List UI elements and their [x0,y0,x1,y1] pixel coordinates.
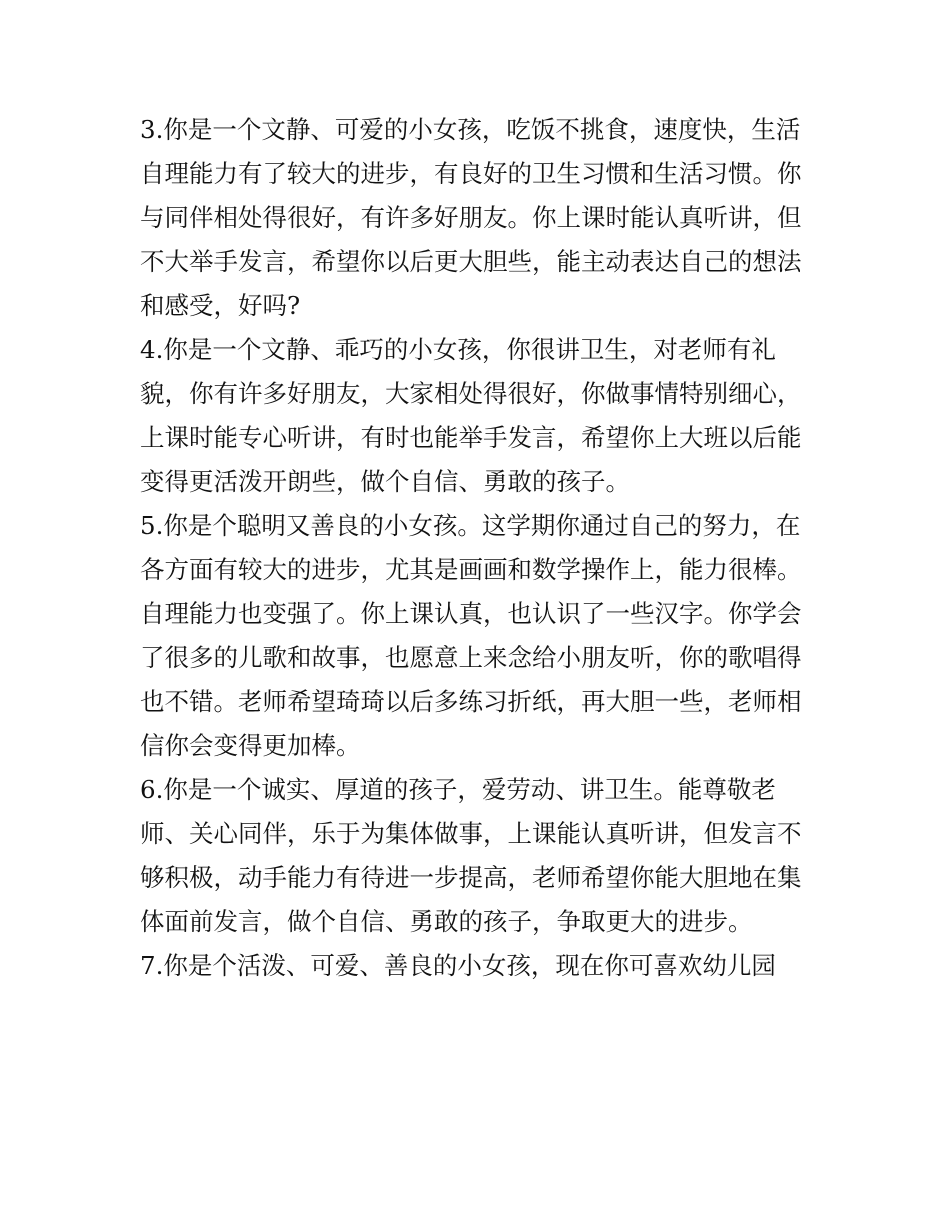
paragraph-6 [140,768,820,944]
text-line: 6.你是一个诚实、厚道的孩子，爱劳动、讲卫生。能尊敬老 [140,775,776,804]
paragraph-5 [140,504,820,768]
text-line: 7.你是个活泼、可爱、善良的小女孩，现在你可喜欢幼儿园 [140,951,776,980]
text-line: 与同伴相处得很好，有许多好朋友。你上课时能认真听讲，但 [140,203,802,232]
text-line: 和感受，好吗? [140,291,301,320]
text-line: 信你会变得更加棒。 [140,731,361,760]
text-line: 自理能力也变强了。你上课认真，也认识了一些汉字。你学会 [140,599,802,628]
text-line: 也不错。老师希望琦琦以后多练习折纸，再大胆一些，老师相 [140,687,802,716]
paragraph-3 [140,108,820,328]
text-line: 5.你是个聪明又善良的小女孩。这学期你通过自己的努力，在 [140,511,801,540]
text-line: 了很多的儿歌和故事，也愿意上来念给小朋友听，你的歌唱得 [140,643,802,672]
paragraph-4 [140,328,820,504]
text-line: 3.你是一个文静、可爱的小女孩，吃饭不挑食，速度快，生活 [140,115,801,144]
text-line: 貌，你有许多好朋友，大家相处得很好，你做事情特别细心， [140,379,802,408]
text-line: 4.你是一个文静、乖巧的小女孩，你很讲卫生，对老师有礼 [140,335,776,364]
text-line: 体面前发言，做个自信、勇敢的孩子，争取更大的进步。 [140,907,753,936]
text-line: 各方面有较大的进步，尤其是画画和数学操作上，能力很棒。 [140,555,802,584]
text-line: 自理能力有了较大的进步，有良好的卫生习惯和生活习惯。你 [140,159,802,188]
text-line: 上课时能专心听讲，有时也能举手发言，希望你上大班以后能 [140,423,802,452]
paragraph-7 [140,944,820,988]
document-body [140,108,820,988]
text-line: 师、关心同伴，乐于为集体做事，上课能认真听讲，但发言不 [140,819,802,848]
text-line: 不大举手发言，希望你以后更大胆些，能主动表达自己的想法 [140,247,802,276]
text-line: 变得更活泼开朗些，做个自信、勇敢的孩子。 [140,467,630,496]
text-line: 够积极，动手能力有待进一步提高，老师希望你能大胆地在集 [140,863,802,892]
